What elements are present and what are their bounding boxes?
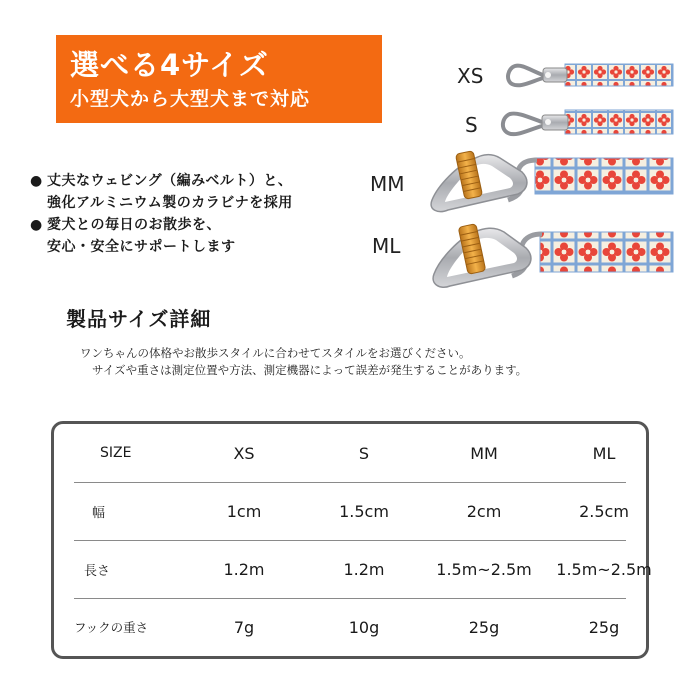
leash-s-image [503,110,673,134]
feature-line: 丈夫なウェビング（編みベルト）と、 [47,173,293,189]
bullet-icon: ● [30,173,43,189]
leash-mm-image [431,151,673,212]
row-label-hook-weight: フックの重さ [74,620,149,635]
table-cell: 7g [233,617,255,637]
table-cell: 1.5m~2.5m [556,559,652,579]
table-cell: 1.2m [223,559,265,579]
table-row [74,540,652,598]
header-size: SIZE [100,445,132,461]
leash-xs-image [508,64,673,86]
leash-ml-image [433,224,673,288]
note-line: ワンちゃんの体格やお散歩スタイルに合わせてスタイルをお選びください。 [80,346,471,360]
banner-title: 選べる4サイズ [70,48,269,82]
table-row [74,482,629,540]
note-line: サイズや重さは測定位置や方法、測定機器によって誤差が発生することがあります。 [92,363,528,377]
table-cell: 10g [348,617,380,637]
leash-label-ml: ML [372,234,401,258]
feature-item [30,170,350,214]
bullet-icon: ● [30,217,43,233]
leash-label-xs: XS [457,64,484,88]
table-cell: 1.5m~2.5m [436,559,532,579]
table-cell: 25g [468,617,500,637]
table-cell: 1.2m [343,559,385,579]
feature-line: 安心・安全にサポートします [47,239,236,255]
spec-table [51,421,652,659]
size-banner [56,35,382,123]
table-header-row [74,424,626,482]
banner-subtitle: 小型犬から大型犬まで対応 [70,88,311,110]
row-label-length: 長さ [84,563,111,579]
table-cell: 1.5cm [339,501,389,521]
feature-list [30,170,350,258]
feature-line: 強化アルミニウム製のカラビナを採用 [47,195,293,211]
table-cell: 2.5cm [579,501,629,521]
header-s: S [358,443,370,463]
table-row [74,598,626,656]
header-xs: XS [233,443,255,463]
table-cell: 25g [588,617,620,637]
feature-line: 愛犬との毎日のお散歩を、 [47,217,221,233]
leash-label-s: S [465,113,478,137]
size-note [80,345,527,379]
table-cell: 2cm [466,501,502,521]
header-mm: MM [470,443,498,463]
table-cell: 1cm [226,501,262,521]
leash-label-mm: MM [370,172,405,196]
section-title: 製品サイズ詳細 [66,307,212,331]
row-label-width: 幅 [92,505,106,521]
header-ml: ML [592,443,616,463]
feature-item [30,214,350,258]
